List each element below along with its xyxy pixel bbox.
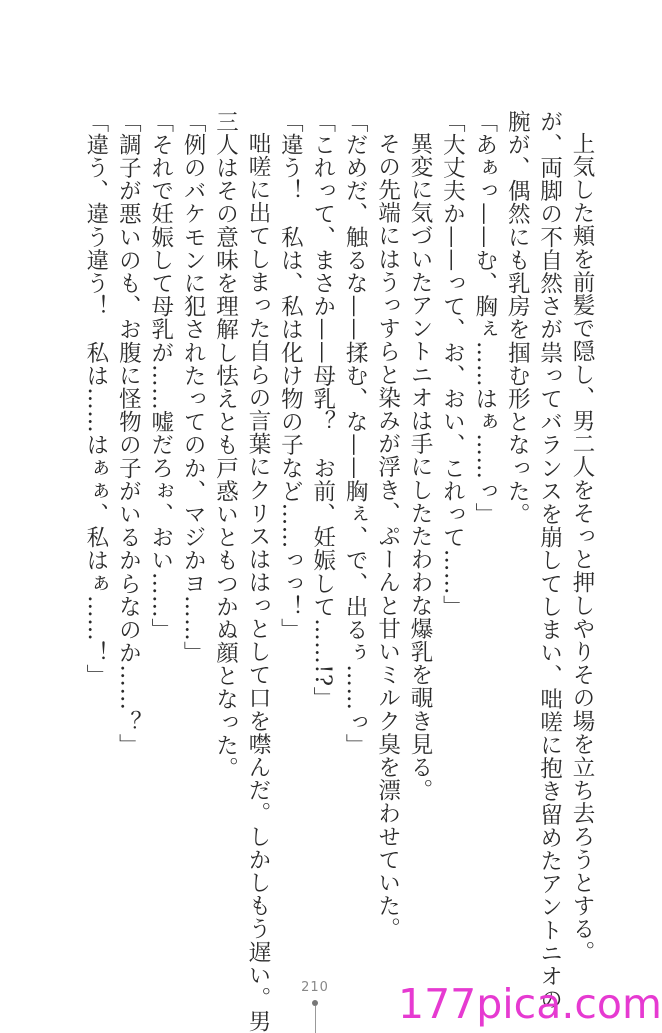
text-line: 咄嗟に出てしまった自らの言葉にクリスははっとして口を噤んだ。しかしもう遅い。男 [244,132,271,1033]
text-line: 「違う！ 私は、私は化け物の子など……っっ！」 [277,110,304,642]
text-line: 異変に気づいたアントニオは手にしたたわわな爆乳を覗き見る。 [406,132,433,802]
text-line: 「だめだ、触るな——揉む、な——胸ぇ、で、出るぅ……っ」 [342,110,369,757]
text-line: 「これって、まさか——母乳？ お前、妊娠して……!?」 [309,110,336,710]
page-number: 210 [301,980,329,995]
text-line: 「それで妊娠して母乳が……嘘だろぉ、おい……」 [147,110,174,642]
text-line: が、両脚の不自然さが祟ってバランスを崩してしまい、咄嗟に抱き留めたアントニオの [536,110,563,1011]
text-line: 「調子が悪いのも、お腹に怪物の子がいるからなのか……？」 [115,110,142,757]
text-line: 「大丈夫か——って、お、おい、これって……」 [439,110,466,619]
text-line: その先端にはうっすらと染みが浮き、ぷーんと甘いミルク臭を漂わせていた。 [374,132,401,941]
text-line: 「例のバケモンに犯されたってのか、マジかヨ……」 [180,110,207,665]
watermark-logo: 177pica.com [398,980,662,1028]
folio-divider [315,1006,316,1033]
text-line: 腕が、偶然にも乳房を掴む形となった。 [504,110,531,526]
text-line: 上気した頬を前髪で隠し、男二人をそっと押しやりその場を立ち去ろうとする。 [569,132,595,964]
text-line: 「違う、違う違う！ 私は……はぁぁ、私はぁ……！」 [82,110,109,688]
page-folio [290,980,340,1033]
text-line: 「あぁっ——む、胸ぇ……はぁ……っ」 [471,110,498,526]
text-line: 三人はその意味を理解し怯えとも戸惑いともつかぬ顔となった。 [212,110,239,780]
